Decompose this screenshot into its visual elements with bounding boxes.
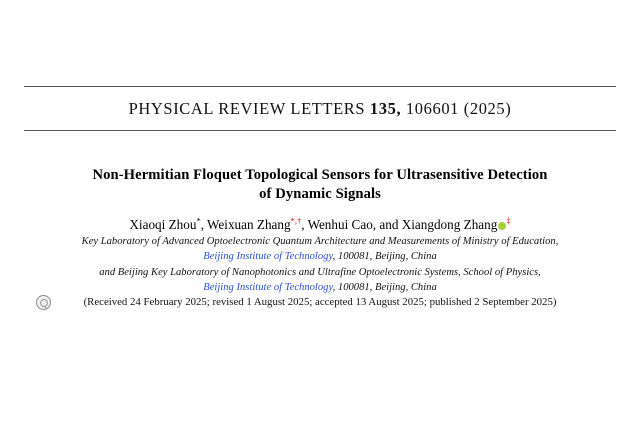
page-title	[60, 166, 580, 205]
title-line-2: of Dynamic Signals	[259, 186, 381, 203]
publication-history: (Received 24 February 2025; revised 1 August 2025; accepted 13 August 2025; published 2 September 2025)	[83, 296, 557, 308]
journal-volume: 135,	[369, 99, 402, 118]
affiliation-list	[20, 234, 620, 296]
journal-citation-line	[0, 99, 640, 119]
journal-year: (2025)	[463, 99, 512, 118]
orcid-icon[interactable]	[498, 222, 506, 230]
affiliation-3-text: and Beijing Key Laboratory of Nanophotonics and Ultrafine Optoelectronic Systems, School of Physics,	[99, 266, 541, 278]
author-1-footnote-mark: *	[196, 215, 201, 226]
author-3-name: Wenhui Cao, and	[307, 217, 402, 232]
affiliation-4-text: , 100081, Beijing, China	[332, 282, 437, 294]
journal-article-number: 106601	[405, 99, 460, 118]
author-list	[40, 216, 600, 234]
affiliation-3	[20, 265, 620, 280]
journal-name: PHYSICAL REVIEW LETTERS	[128, 99, 366, 118]
affiliation-1-text: Key Laboratory of Advanced Optoelectronic Quantum Architecture and Measurements of Ministry of Education,	[81, 236, 559, 247]
author-1-name: Xiaoqi Zhou	[129, 217, 197, 232]
affiliation-4-link[interactable]: Beijing Institute of Technology	[203, 282, 333, 294]
author-4-name: Xiangdong Zhang	[401, 217, 498, 232]
affiliation-2-link[interactable]: Beijing Institute of Technology	[203, 251, 333, 263]
author-2-name: Weixuan Zhang	[207, 217, 291, 232]
affiliation-1	[20, 234, 620, 249]
title-line-1: Non-Hermitian Floquet Topological Sensors for Ultrasensitive Detection	[92, 167, 548, 183]
header-rule-bottom	[24, 130, 616, 131]
affiliation-2	[20, 249, 620, 264]
author-2-footnote-mark-2: ,†	[294, 215, 302, 226]
author-2-footnote-mark: *	[290, 215, 295, 226]
author-separator-1: ,	[200, 217, 208, 232]
author-4-footnote-mark: ‡	[506, 215, 511, 226]
affiliation-4	[20, 280, 620, 295]
author-separator-2: ,	[301, 217, 308, 232]
header-rule-top	[24, 86, 616, 87]
affiliation-2-text: , 100081, Beijing, China	[332, 251, 437, 263]
